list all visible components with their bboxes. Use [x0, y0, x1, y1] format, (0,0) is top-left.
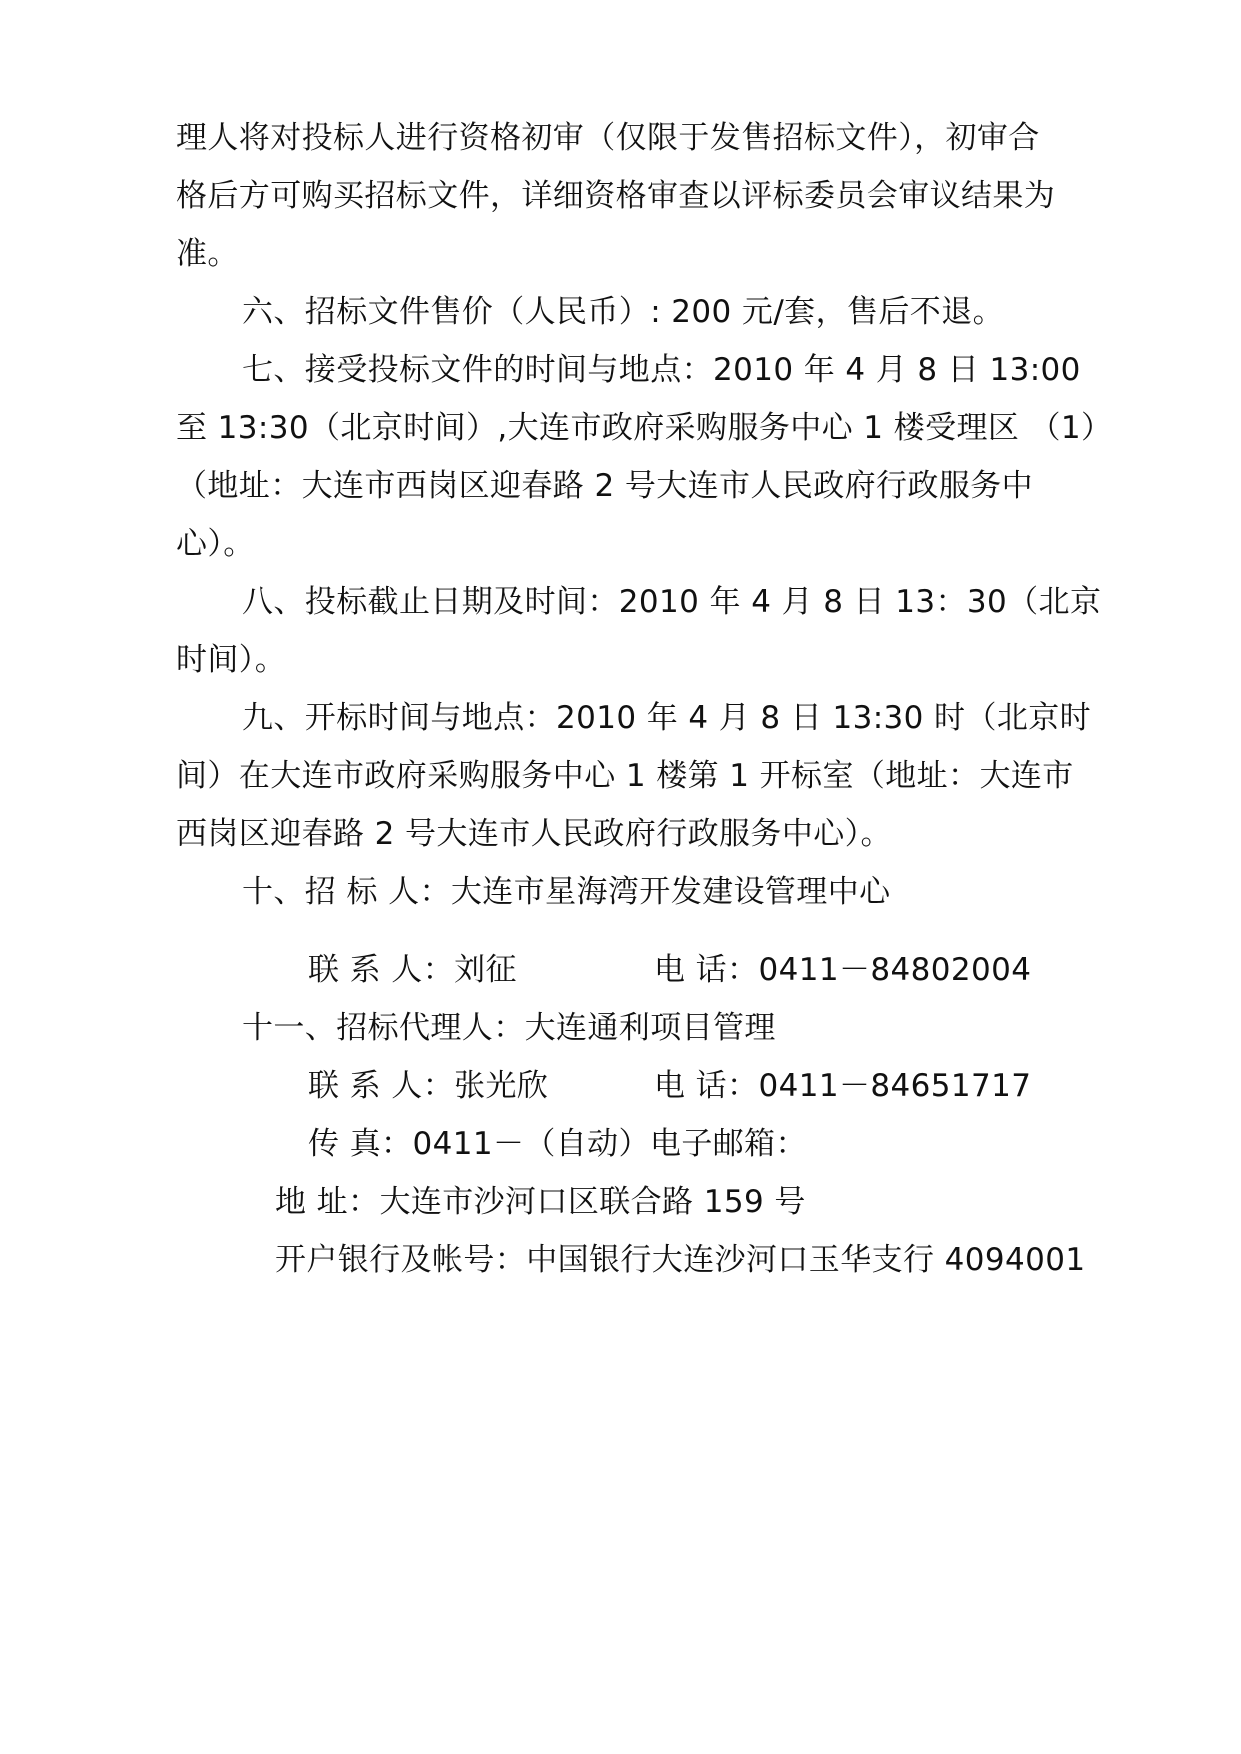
bank-account-line: 开户银行及帐号：中国银行大连沙河口玉华支行 4094001: [275, 1242, 1086, 1278]
contact-person-1: 联 系 人：刘征: [308, 952, 517, 988]
contact-phone-1: 电 话：0411－84802004: [654, 952, 1032, 988]
contact-phone-2: 电 话：0411－84651717: [654, 1068, 1032, 1104]
paragraph-line: （地址：大连市西岗区迎春路 2 号大连市人民政府行政服务中: [176, 468, 1034, 504]
paragraph-line: 至 13:30（北京时间）,大连市政府采购服务中心 1 楼受理区 （1）: [176, 410, 1113, 446]
section-11-line: 十一、招标代理人：大连通利项目管理: [242, 1010, 776, 1046]
section-9-line: 九、开标时间与地点：2010 年 4 月 8 日 13:30 时（北京时: [242, 700, 1092, 736]
contact-person-2: 联 系 人：张光欣: [308, 1068, 549, 1104]
paragraph-line: 间）在大连市政府采购服务中心 1 楼第 1 开标室（地址：大连市: [176, 758, 1074, 794]
paragraph-line: 心）。: [176, 526, 255, 562]
section-6-line: 六、招标文件售价（人民币）: 200 元/套，售后不退。: [242, 294, 1004, 330]
paragraph-line: 理人将对投标人进行资格初审（仅限于发售招标文件），初审合: [176, 120, 1040, 156]
address-line: 地 址：大连市沙河口区联合路 159 号: [275, 1184, 806, 1220]
paragraph-line: 西岗区迎春路 2 号大连市人民政府行政服务中心）。: [176, 816, 892, 852]
section-7-line: 七、接受投标文件的时间与地点：2010 年 4 月 8 日 13:00: [242, 352, 1081, 388]
paragraph-line: 时间）。: [176, 642, 287, 678]
paragraph-line: 格后方可购买招标文件，详细资格审查以评标委员会审议结果为: [176, 178, 1056, 214]
fax-email-line: 传 真：0411－（自动）电子邮箱：: [308, 1126, 807, 1162]
section-10-line: 十、招 标 人：大连市星海湾开发建设管理中心: [242, 874, 891, 910]
paragraph-line: 准。: [176, 236, 239, 272]
section-8-line: 八、投标截止日期及时间：2010 年 4 月 8 日 13：30（北京: [242, 584, 1102, 620]
